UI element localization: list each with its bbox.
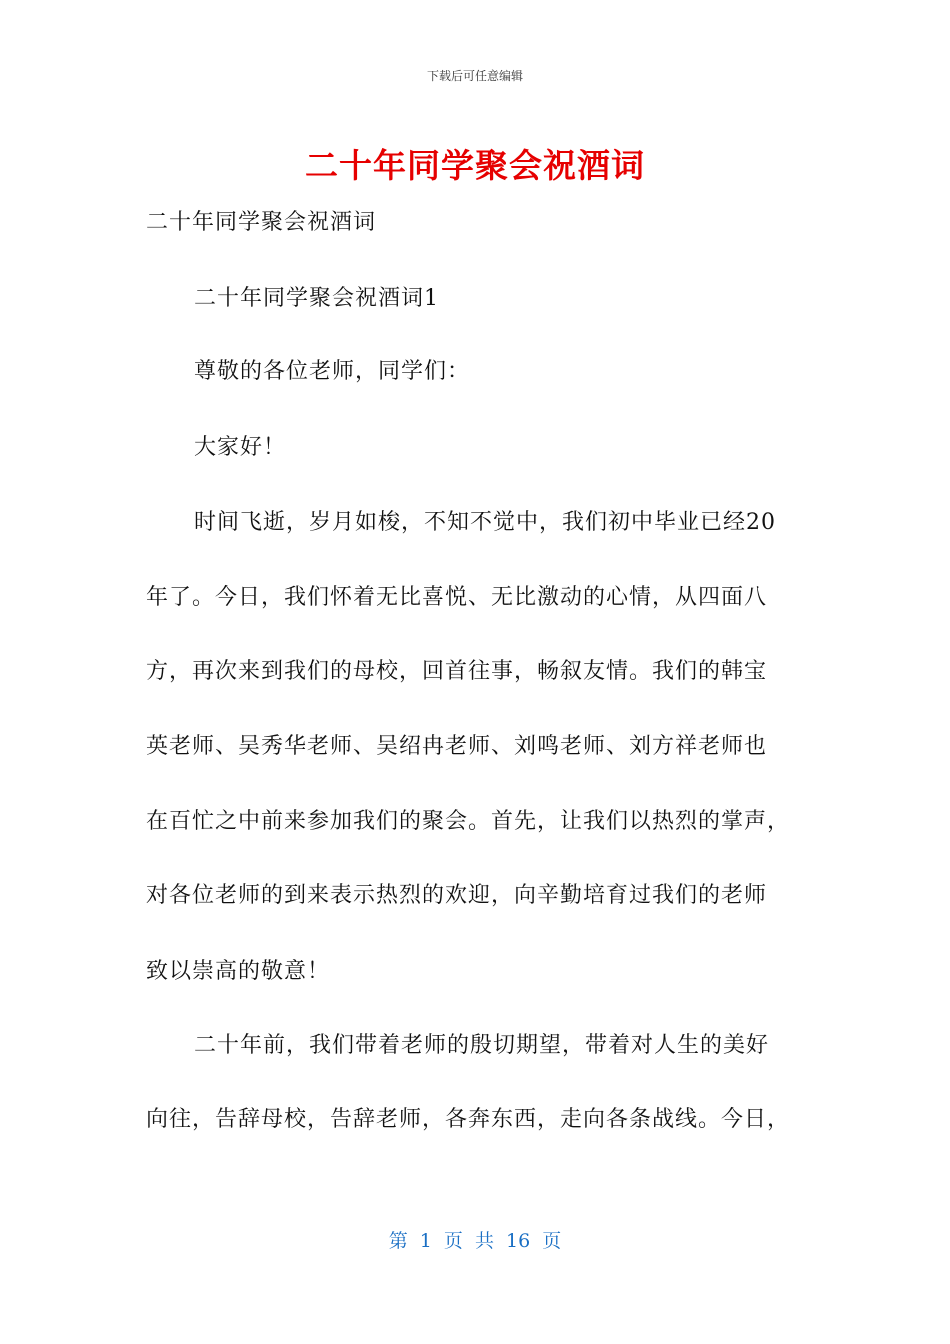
salutation: 尊敬的各位老师，同学们： (194, 359, 471, 384)
subtitle-line: 二十年同学聚会祝酒词 (146, 210, 377, 235)
greeting: 大家好！ (194, 435, 287, 460)
paragraph-line: 对各位老师的到来表示热烈的欢迎，向辛勤培育过我们的老师 (146, 883, 768, 908)
paragraph-line: 时间飞逝，岁月如梭，不知不觉中，我们初中毕业已经20 (194, 510, 776, 535)
paragraph-line: 二十年前，我们带着老师的殷切期望，带着对人生的美好 (194, 1033, 770, 1058)
paragraph-line: 向往，告辞母校，告辞老师，各奔东西，走向各条战线。今日， (146, 1107, 791, 1132)
section-heading: 二十年同学聚会祝酒词1 (194, 286, 439, 311)
paragraph-line: 英老师、吴秀华老师、吴绍冉老师、刘鸣老师、刘方祥老师也 (146, 734, 768, 759)
paragraph-line: 在百忙之中前来参加我们的聚会。首先，让我们以热烈的掌声， (146, 809, 791, 834)
header-note: 下载后可任意编辑 (426, 69, 523, 83)
paragraph-line: 方，再次来到我们的母校，回首往事，畅叙友情。我们的韩宝 (146, 659, 768, 684)
paragraph-line: 致以崇高的敬意！ (146, 959, 331, 984)
page-footer: 第 1 页 共 16 页 (388, 1230, 562, 1252)
paragraph-line: 年了。今日，我们怀着无比喜悦、无比激动的心情，从四面八 (146, 585, 768, 610)
document-title: 二十年同学聚会祝酒词 (305, 146, 645, 185)
